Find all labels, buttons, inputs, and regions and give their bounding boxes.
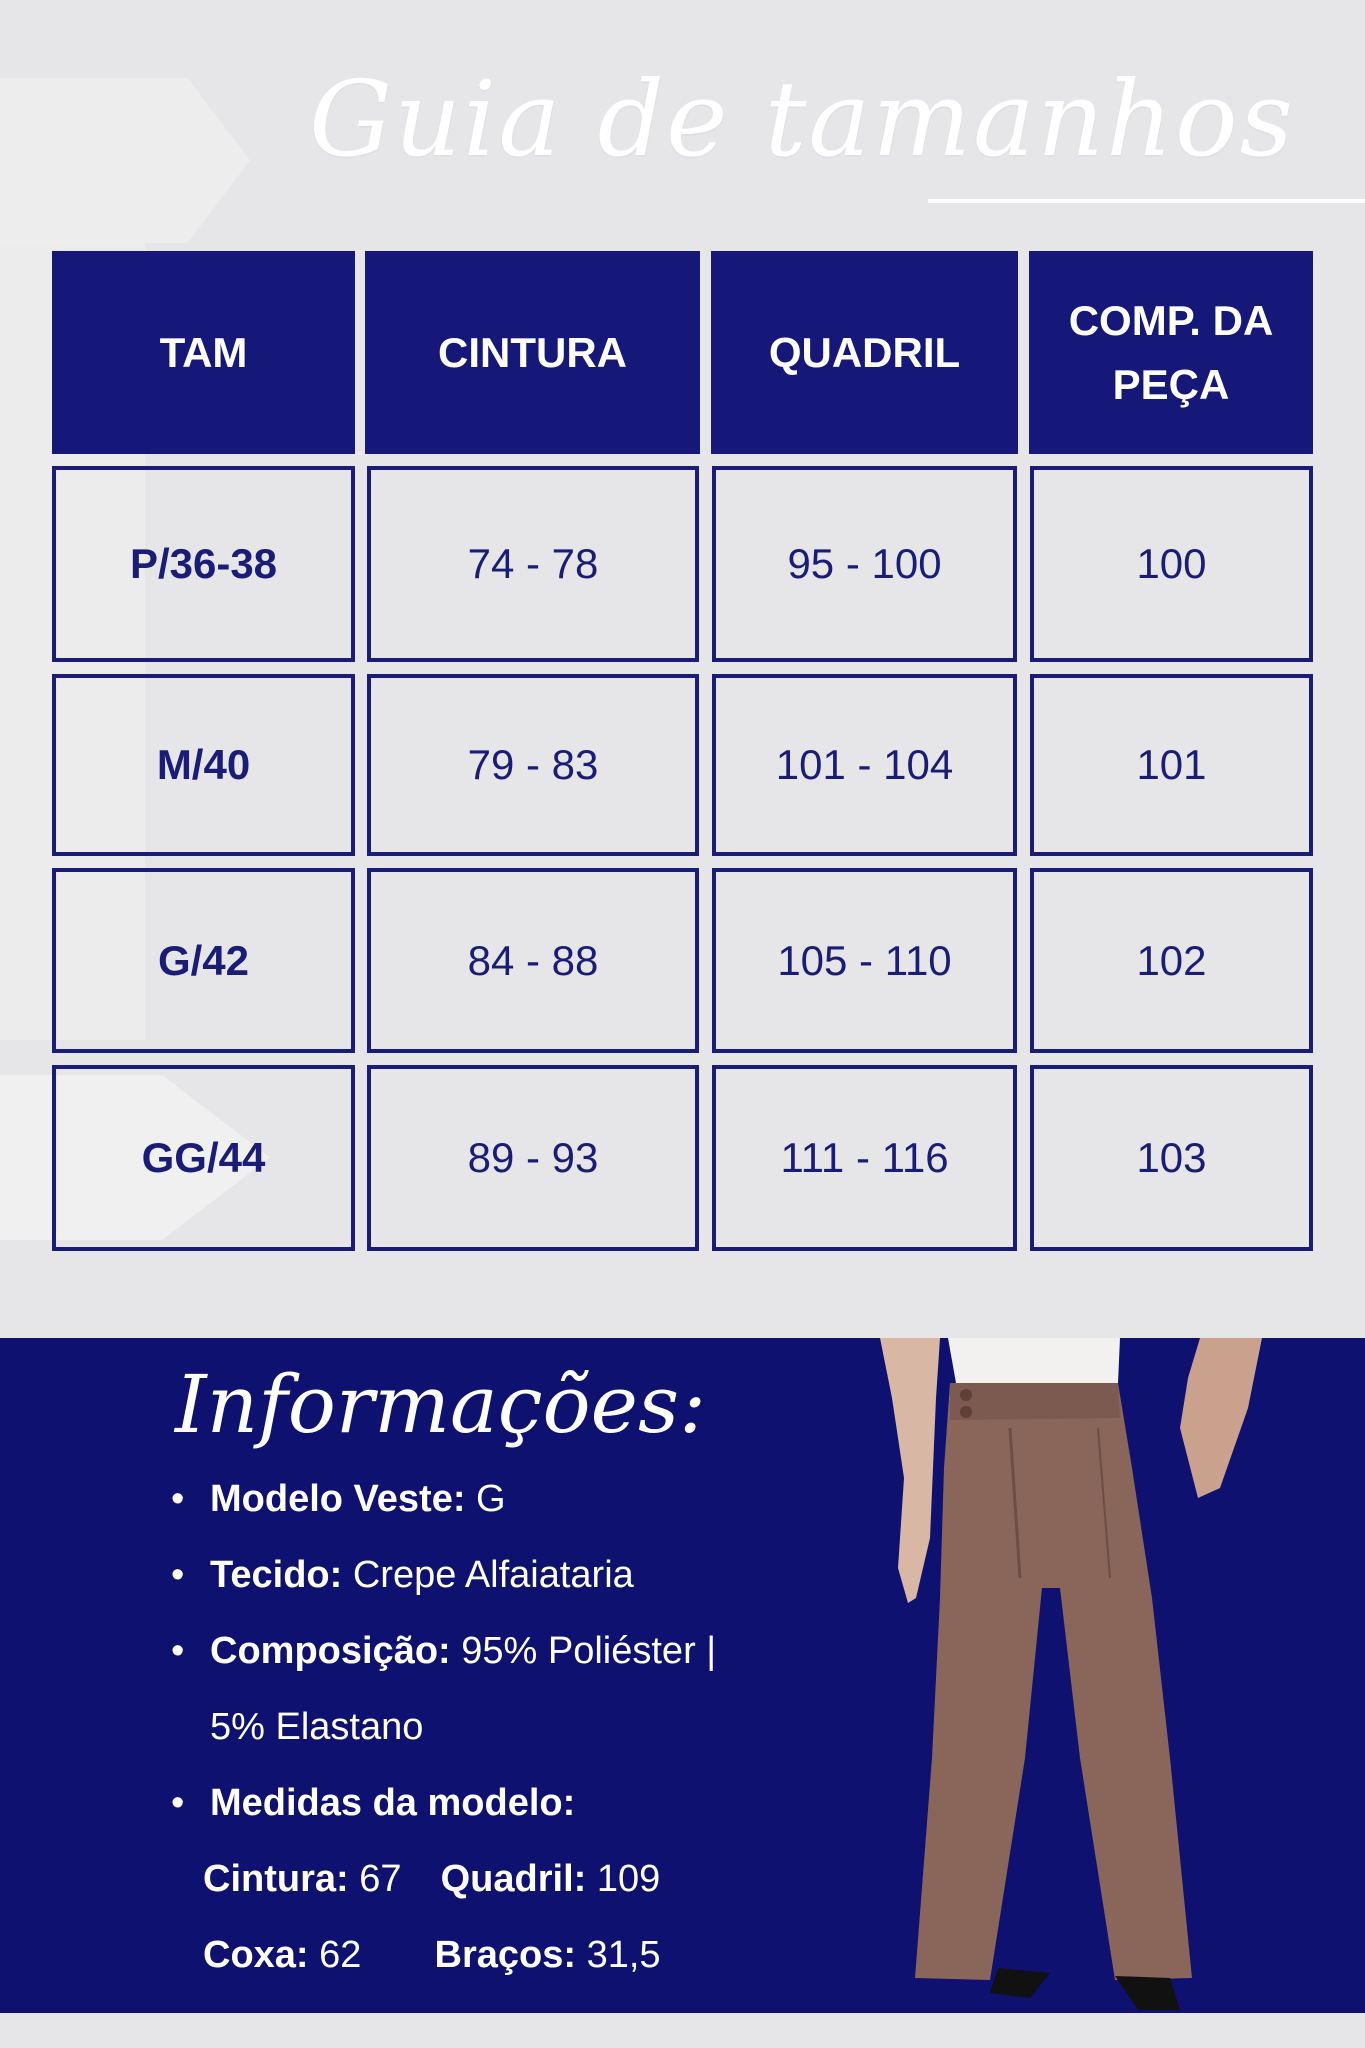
info-item-medidas bbox=[171, 1782, 576, 1825]
table-cell-cintura: 84 - 88 bbox=[367, 868, 699, 1053]
table-cell-quadril: 101 - 104 bbox=[712, 674, 1017, 856]
bullet-icon: • bbox=[171, 1554, 185, 1596]
info-item-tecido bbox=[171, 1554, 634, 1597]
column-header-comprimento: COMP. DA PEÇA bbox=[1029, 251, 1313, 454]
model-photo bbox=[870, 1338, 1280, 2013]
info-label: Braços: bbox=[434, 1934, 577, 1976]
right-arm-shape bbox=[1180, 1338, 1262, 1498]
info-label: Tecido: bbox=[210, 1554, 343, 1596]
column-header-cintura: CINTURA bbox=[365, 251, 700, 454]
info-label: Composição: bbox=[210, 1630, 451, 1672]
table-cell-size: P/36-38 bbox=[52, 466, 355, 662]
info-value: 62 bbox=[308, 1934, 362, 1976]
info-value: 95% Poliéster | bbox=[450, 1630, 717, 1672]
info-label: Cintura: bbox=[203, 1858, 349, 1900]
table-cell-quadril: 111 - 116 bbox=[712, 1065, 1017, 1251]
table-cell-cintura: 89 - 93 bbox=[367, 1065, 699, 1251]
info-title: Informações: bbox=[175, 1358, 707, 1451]
table-cell-size: GG/44 bbox=[52, 1065, 355, 1251]
table-cell-quadril: 105 - 110 bbox=[712, 868, 1017, 1053]
info-panel bbox=[0, 1338, 1365, 2013]
table-cell-size: G/42 bbox=[52, 868, 355, 1053]
button-shape bbox=[960, 1389, 972, 1401]
page-title: Guia de tamanhos bbox=[309, 58, 1295, 180]
info-label: Coxa: bbox=[203, 1934, 309, 1976]
info-value: 5% Elastano bbox=[210, 1706, 424, 1748]
shirt-shape bbox=[948, 1338, 1120, 1383]
table-cell-comprimento: 102 bbox=[1030, 868, 1313, 1053]
waistband-shape bbox=[950, 1383, 1120, 1420]
bullet-icon: • bbox=[171, 1782, 185, 1824]
left-arm-shape bbox=[880, 1338, 940, 1603]
bullet-icon: • bbox=[171, 1478, 185, 1520]
table-cell-size: M/40 bbox=[52, 674, 355, 856]
table-cell-cintura: 79 - 83 bbox=[367, 674, 699, 856]
bullet-icon: • bbox=[171, 1630, 185, 1672]
info-value: Crepe Alfaiataria bbox=[342, 1554, 634, 1596]
button-shape bbox=[960, 1406, 972, 1418]
table-cell-quadril: 95 - 100 bbox=[712, 466, 1017, 662]
table-cell-comprimento: 103 bbox=[1030, 1065, 1313, 1251]
column-header-quadril: QUADRIL bbox=[711, 251, 1018, 454]
table-cell-cintura: 74 - 78 bbox=[367, 466, 699, 662]
right-shoe-shape bbox=[1115, 1976, 1180, 2010]
info-value: 109 bbox=[586, 1858, 661, 1900]
bottom-strip bbox=[0, 2013, 1365, 2048]
info-label: Medidas da modelo: bbox=[210, 1782, 576, 1824]
info-label: Quadril: bbox=[440, 1858, 587, 1900]
pants-shape bbox=[915, 1383, 1192, 1980]
info-item-modelo bbox=[171, 1478, 506, 1521]
info-item-medidas-row2 bbox=[203, 1934, 661, 1977]
left-shoe-shape bbox=[990, 1968, 1050, 1998]
table-cell-comprimento: 101 bbox=[1030, 674, 1313, 856]
info-value: G bbox=[465, 1478, 506, 1520]
table-cell-comprimento: 100 bbox=[1030, 466, 1313, 662]
info-value: 67 bbox=[348, 1858, 402, 1900]
info-label: Modelo Veste: bbox=[210, 1478, 466, 1520]
info-item-composicao bbox=[171, 1630, 717, 1673]
info-value: 31,5 bbox=[576, 1934, 661, 1976]
column-header-tam: TAM bbox=[52, 251, 355, 454]
info-item-composicao-cont bbox=[210, 1706, 423, 1749]
info-item-medidas-row1 bbox=[203, 1858, 660, 1901]
